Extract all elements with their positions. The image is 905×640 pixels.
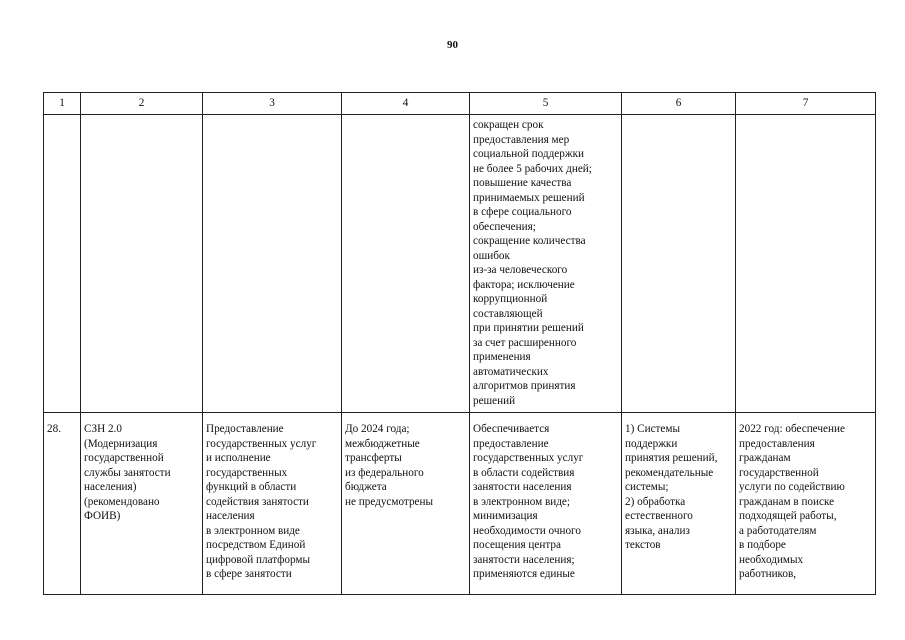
project-name-cell [81, 413, 203, 595]
cell-text-line: не более 5 рабочих дней; [473, 162, 592, 175]
cell-text-line: минимизация [473, 510, 538, 522]
cell-text-line: 2) обработка [625, 495, 686, 508]
cell-text-line: сокращение количества [473, 235, 586, 247]
cell-text-line: содействия занятости [206, 495, 309, 508]
table-header-row [44, 93, 876, 115]
cell-text-line: Обеспечивается [473, 423, 550, 435]
cell-text-line: поддержки [625, 437, 678, 450]
cell-text-line: принятия решений, [625, 452, 718, 464]
cell-text-line: в электронном виде; [473, 495, 570, 508]
cell-text-line: услуги по содействию [739, 481, 845, 493]
header-col-7: 7 [736, 93, 876, 115]
table-row-28 [44, 413, 876, 595]
header-col-5: 5 [470, 93, 622, 115]
cell-text-line: (Модернизация [84, 437, 158, 450]
cell-text-line: работников, [739, 568, 797, 580]
continued-cell-6 [622, 115, 736, 413]
cell-text-line: рекомендательные [625, 466, 714, 479]
funding-cell [342, 413, 470, 595]
continued-cell-3 [203, 115, 342, 413]
cell-text-line: посредством Единой [206, 539, 306, 551]
cell-text-line: в области содействия [473, 466, 575, 479]
continued-cell-1 [44, 115, 81, 413]
cell-text-line: в сфере занятости [206, 568, 292, 580]
page-number: 90 [447, 39, 458, 51]
cell-text-line: принимаемых решений [473, 191, 585, 204]
cell-text-line: межбюджетные [345, 437, 420, 450]
description-cell [203, 413, 342, 595]
cell-text-line: применения [473, 351, 531, 363]
cell-text-line: До 2024 года; [345, 423, 410, 435]
cell-text-line: гражданам в поиске [739, 495, 835, 508]
cell-text-line: языка, анализ [625, 524, 690, 537]
cell-text-line: предоставления [739, 437, 815, 450]
cell-text-line: сокращен срок [473, 119, 544, 131]
cell-text-line: гражданам [739, 452, 791, 464]
continued-cell-7 [736, 115, 876, 413]
cell-text-line: подходящей работы, [739, 510, 837, 522]
cell-text-line: автоматических [473, 365, 549, 378]
cell-text-line: решений [473, 394, 516, 407]
header-col-6: 6 [622, 93, 736, 115]
cell-text-line: текстов [625, 539, 661, 551]
cell-text-line: социальной поддержки [473, 148, 585, 160]
continued-cell-2 [81, 115, 203, 413]
cell-text-line: обеспечения; [473, 220, 536, 233]
results-cell [736, 413, 876, 595]
cell-text-line: бюджета [345, 481, 387, 493]
cell-text-line: алгоритмов принятия [473, 380, 576, 392]
technologies-cell [622, 413, 736, 595]
cell-text-line: службы занятости [84, 466, 171, 479]
cell-text-line: повышение качества [473, 177, 572, 189]
cell-text-line: ФОИВ) [84, 510, 121, 522]
cell-text-line: при принятии решений [473, 322, 584, 334]
cell-text-line: трансферты [345, 452, 402, 464]
cell-text-line: государственных услуг [473, 452, 584, 464]
cell-text-line: цифровой платформы [206, 553, 310, 566]
row-number-cell: 28. [44, 413, 81, 595]
cell-text-line: населения [206, 510, 255, 522]
cell-text-line: в электронном виде [206, 524, 300, 537]
cell-text-line: государственных [206, 466, 288, 479]
header-col-1: 1 [44, 93, 81, 115]
cell-text-line: фактора; исключение [473, 278, 575, 291]
effects-cell [470, 413, 622, 595]
continued-cell-4 [342, 115, 470, 413]
cell-text-line: необходимых [739, 553, 804, 566]
cell-text-line: государственных услуг [206, 437, 317, 450]
cell-text-line: необходимости очного [473, 524, 581, 537]
cell-text-line: применяются единые [473, 568, 575, 580]
cell-text-line: функций в области [206, 481, 297, 493]
cell-text-line: населения) [84, 481, 137, 493]
cell-text-line: 1) Системы [625, 423, 680, 435]
continued-cell-5 [470, 115, 622, 413]
cell-text-line: из-за человеческого [473, 264, 568, 276]
cell-text-line: (рекомендовано [84, 495, 160, 508]
cell-text-line: посещения центра [473, 539, 561, 551]
cell-text-line: и исполнение [206, 452, 271, 464]
cell-text-line: системы; [625, 481, 669, 493]
cell-text-line: занятости населения; [473, 553, 575, 566]
cell-text-line: коррупционной [473, 293, 548, 305]
cell-text-line: государственной [739, 466, 819, 479]
cell-text-line: ошибок [473, 249, 510, 262]
table-row-continued [44, 115, 876, 413]
cell-text-line: государственной [84, 452, 164, 464]
cell-text-line: предоставления мер [473, 133, 570, 146]
cell-text-line: СЗН 2.0 [84, 423, 122, 435]
header-col-4: 4 [342, 93, 470, 115]
cell-text-line: 2022 год: обеспечение [739, 423, 845, 435]
cell-text-line: из федерального [345, 466, 424, 479]
cell-text-line: составляющей [473, 307, 543, 320]
header-col-2: 2 [81, 93, 203, 115]
cell-text-line: не предусмотрены [345, 495, 434, 508]
document-table [43, 92, 876, 595]
cell-text-line: естественного [625, 510, 693, 522]
cell-text-line: за счет расширенного [473, 336, 577, 349]
cell-text-line: Предоставление [206, 423, 284, 435]
cell-text-line: в подборе [739, 539, 786, 551]
cell-text-line: в сфере социального [473, 206, 572, 218]
cell-text-line: занятости населения [473, 481, 572, 493]
header-col-3: 3 [203, 93, 342, 115]
cell-text-line: предоставление [473, 437, 549, 450]
cell-text-line: а работодателям [739, 524, 817, 537]
